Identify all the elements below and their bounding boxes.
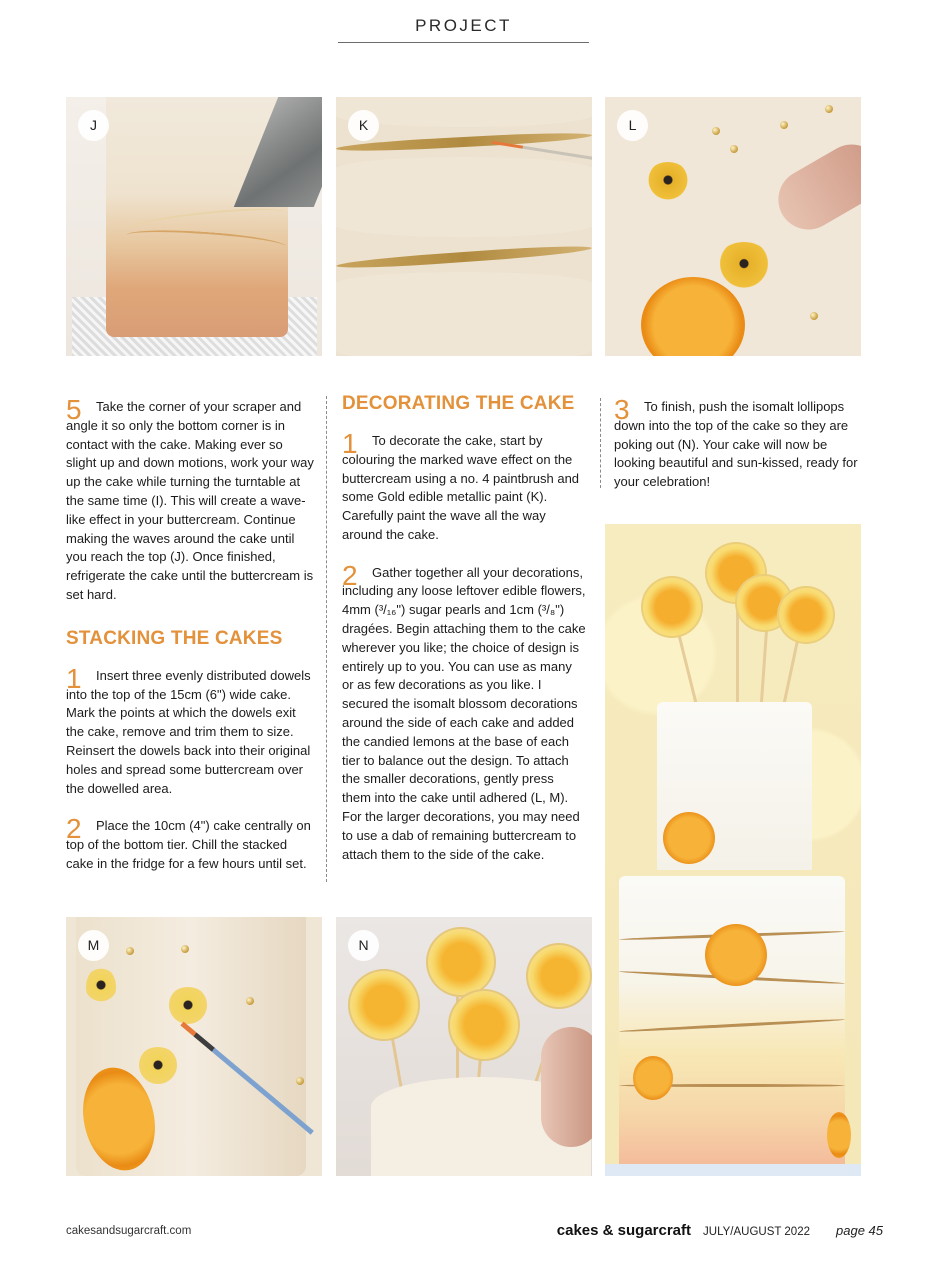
sugar-pearl — [825, 105, 833, 113]
step-text: Place the 10cm (4") cake centrally on top of the bottom tier. Chill the stacked cake in the fridge for a few hours until set. — [66, 818, 311, 871]
isomalt-lollipop — [777, 586, 835, 644]
photo-label-badge: L — [617, 110, 648, 141]
edible-flower — [645, 162, 691, 202]
candied-lemon — [705, 924, 767, 986]
gold-wave — [336, 243, 592, 271]
isomalt-lollipop — [448, 989, 520, 1061]
method-step — [66, 662, 316, 799]
step-text: Take the corner of your scraper and angle it so only the bottom corner is in contact with the cake. Making ever so slight up and down motions, work your way up the cake while turning the turntable at the same time (I). This will create a wave-like effect in your buttercream. Continue making the waves around the cake until you reach the top (J). Once finished, refrigerate the cake until the buttercream is set hard. — [66, 399, 314, 602]
candied-lemon — [633, 1056, 673, 1100]
header-rule — [338, 42, 589, 43]
method-step — [342, 428, 586, 545]
footer-website: cakesandsugarcraft.com — [66, 1225, 192, 1237]
step-number: 2 — [342, 559, 358, 591]
photo-label-badge: M — [78, 930, 109, 961]
candied-lemon — [641, 277, 745, 356]
photo-label-badge: J — [78, 110, 109, 141]
photo-l — [605, 97, 861, 356]
step-number: 1 — [342, 428, 358, 459]
step-text: Insert three evenly distributed dowels into the top of the 15cm (6") wide cake. Mark the points at which the dowels exit the cake, remove and trim them to size. Reinsert the dowels back into their original holes and spread some buttercream over the dowelled area. — [66, 667, 311, 796]
edible-flower — [166, 987, 210, 1027]
hand-illustration — [541, 1027, 592, 1147]
edible-flower — [715, 242, 773, 290]
sugar-pearl — [126, 947, 134, 955]
step-text: To decorate the cake, start by colouring the marked wave effect on the buttercream using a no. 4 paintbrush and some Gold edible metallic paint (K). Carefully paint the wave all the way around the cake. — [342, 433, 580, 542]
isomalt-lollipop — [348, 969, 420, 1041]
hand-illustration — [767, 134, 861, 241]
edible-flower — [136, 1047, 180, 1087]
photo-m — [66, 917, 322, 1176]
section-heading-stacking: STACKING THE CAKES — [66, 627, 283, 649]
section-title: PROJECT — [415, 16, 512, 35]
page-number: page 45 — [836, 1223, 883, 1238]
cake-board — [605, 1164, 861, 1176]
issue-date: JULY/AUGUST 2022 — [703, 1226, 810, 1238]
photo-n — [336, 917, 592, 1176]
photo-label-badge: K — [348, 110, 379, 141]
step-text: To finish, push the isomalt lollipops down into the top of the cake so they are poking out (N). Your cake will now be looking beautiful and sun-kissed, ready for your celebration! — [614, 399, 858, 490]
magazine-brand: cakes & sugarcraft — [556, 1222, 692, 1239]
sugar-pearl — [780, 121, 788, 129]
method-step — [342, 559, 586, 865]
page-header — [338, 14, 589, 43]
isomalt-lollipop — [526, 943, 592, 1009]
sugar-pearl — [296, 1077, 304, 1085]
photo-k — [336, 97, 592, 356]
method-step — [66, 394, 316, 605]
text-column-2 — [342, 392, 586, 883]
section-heading-decorating: DECORATING THE CAKE — [342, 393, 575, 414]
cake-band — [336, 272, 592, 356]
footer-masthead — [557, 1222, 883, 1241]
step-number: 1 — [66, 662, 82, 694]
method-step — [614, 394, 864, 492]
text-column-1 — [66, 394, 316, 892]
step-number: 5 — [66, 394, 82, 425]
sugar-pearl — [246, 997, 254, 1005]
method-step — [66, 813, 316, 873]
photo-finished-cake — [605, 524, 861, 1176]
sugar-pearl — [810, 312, 818, 320]
step-text: Gather together all your decorations, including any loose leftover edible flowers, 4mm (³/₁₆") sugar pearls and 1cm (³/₈") dragées. Begin attaching them to the cake wherever you like; the choice of design is entirely up to you. You can use as many or as few decorations as you like. I secured the isomalt blossom decorations around the side of each cake and added the candied lemons at the base of each tier to balance out the design. To attach the smaller decorations, gently press them into the cake until adhered (L, M). For the larger decorations, you may need to use a dab of remaining buttercream to attach them to the side of the cake. — [342, 564, 586, 862]
sugar-pearl — [712, 127, 720, 135]
text-column-3 — [614, 394, 864, 511]
step-number: 3 — [614, 394, 630, 425]
sugar-pearl — [730, 145, 738, 153]
cake-band — [336, 157, 592, 237]
edible-flower — [86, 967, 116, 1007]
column-divider — [326, 396, 327, 882]
candied-lemon — [663, 812, 715, 864]
photo-j — [66, 97, 322, 356]
step-number: 2 — [66, 813, 82, 845]
photo-label-badge: N — [348, 930, 379, 961]
isomalt-lollipop — [641, 576, 703, 638]
sugar-pearl — [181, 945, 189, 953]
isomalt-lollipop — [426, 927, 496, 997]
candied-lemon — [827, 1112, 851, 1158]
column-divider — [600, 398, 601, 488]
